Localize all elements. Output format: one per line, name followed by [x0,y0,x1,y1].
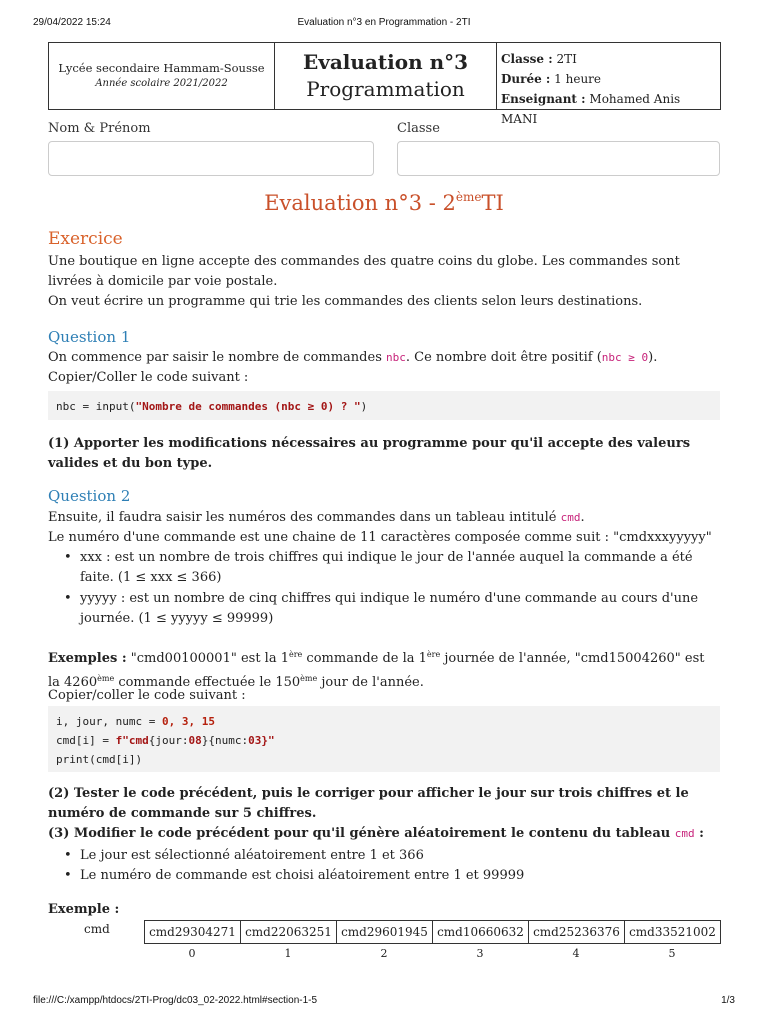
print-page-number: 1/3 [721,995,735,1006]
array-index: 2 [380,947,388,960]
exercice-heading: Exercice [48,229,123,249]
print-title: Evaluation n°3 en Programmation - 2TI [297,17,471,28]
random-list [64,846,720,886]
code-block-1[interactable]: nbc = input("Nombre de commandes (nbc ≥ 0) ? ") [48,391,720,420]
class-input[interactable] [397,141,720,176]
code-line: print(cmd[i]) [56,753,143,766]
array-index: 5 [668,947,676,960]
format-list [64,548,720,629]
examples-paragraph: Exemples : "cmd00100001" est la 1ère commande de la 1ère journée de l'année, "cmd15004260" est la 4260ème commande effectuée le 150ème jour de l'année. [48,650,705,690]
task-2: (2) Tester le code précédent, puis le corriger pour afficher le jour sur trois chiffres et le numéro de commande sur 5 chiffres. [48,786,689,821]
name-input[interactable] [48,141,374,176]
info-cell [497,43,720,126]
example-array [144,920,721,944]
array-cell: cmd33521002 [625,921,721,944]
print-datetime: 29/04/2022 15:24 [33,17,111,28]
question-1-section [48,328,720,388]
array-name: cmd [84,922,110,936]
array-index: 0 [188,947,196,960]
tasks-2-3 [48,784,720,886]
question-2-text: Ensuite, il faudra saisir les numéros des commandes dans un tableau intitulé cmd. [48,510,585,525]
array-cell: cmd25236376 [529,921,625,944]
example-label: Exemple : [48,902,120,917]
exercice-intro-1: Une boutique en ligne accepte des commandes des quatre coins du globe. Les commandes sont livrées à domicile par voie postale. [48,254,680,289]
info-duree: Durée : 1 heure [501,72,602,86]
info-enseignant: Enseignant : Mohamed Anis MANI [501,92,681,126]
code-line: cmd[i] = f"cmd{jour:08}{numc:03}" [56,734,275,747]
eval-title: Evaluation n°3 [302,50,469,74]
table-row [145,921,721,944]
exercice-intro-2: On veut écrire un programme qui trie les commandes des clients selon leurs destinations. [48,294,643,309]
question-1-heading: Question 1 [48,328,131,346]
array-cell: cmd29304271 [145,921,241,944]
list-item: • xxx : est un nombre de trois chiffres qui indique le jour de l'année auquel la commande a été faite. (1 ≤ xxx ≤ 366) [64,548,720,588]
class-label: Classe [397,121,440,136]
task-3: (3) Modifier le code précédent pour qu'il génère aléatoirement le contenu du tableau cmd : [48,826,704,841]
array-index: 1 [284,947,292,960]
array-index: 3 [476,947,484,960]
code-block-2[interactable] [48,706,720,772]
question-2-copy: Copier/coller le code suivant : [48,688,246,703]
question-2-format: Le numéro d'une commande est une chaine de 11 caractères composée comme suit : "cmdxxxyyyyy" [48,530,712,545]
task-1: (1) Apporter les modifications nécessaires au programme pour qu'il accepte des valeurs valides et du bon type. [48,436,691,471]
school-name: Lycée secondaire Hammam-Sousse [58,61,265,75]
question-2-section [48,487,720,629]
header-table [48,42,721,126]
eval-subject: Programmation [306,77,465,101]
question-1-copy: Copier/Coller le code suivant : [48,370,249,385]
list-item: • Le jour est sélectionné aléatoirement entre 1 et 366 [64,846,720,866]
list-item: • yyyyy : est un nombre de cinq chiffres qui indique le numéro d'une commande au cours d'une journée. (1 ≤ yyyyy ≤ 99999) [64,589,720,629]
name-label: Nom & Prénom [48,121,151,136]
question-2-heading: Question 2 [48,487,131,505]
exercice-section [48,229,720,312]
array-cell: cmd10660632 [433,921,529,944]
array-cell: cmd29601945 [337,921,433,944]
code-line: i, jour, numc = 0, 3, 15 [56,715,215,728]
info-classe: Classe : 2TI [501,52,577,66]
school-year: Année scolaire 2021/2022 [95,78,228,89]
print-path: file:///C:/xampp/htdocs/2TI-Prog/dc03_02-2022.html#section-1-5 [33,995,318,1006]
school-cell [49,43,275,109]
main-title: Evaluation n°3 - 2èmeTI [264,190,504,215]
question-1-text: On commence par saisir le nombre de commandes nbc. Ce nombre doit être positif (nbc ≥ 0). [48,350,658,365]
list-item: • Le numéro de commande est choisi aléatoirement entre 1 et 99999 [64,866,720,886]
title-cell [275,43,497,109]
array-cell: cmd22063251 [241,921,337,944]
array-index: 4 [572,947,580,960]
